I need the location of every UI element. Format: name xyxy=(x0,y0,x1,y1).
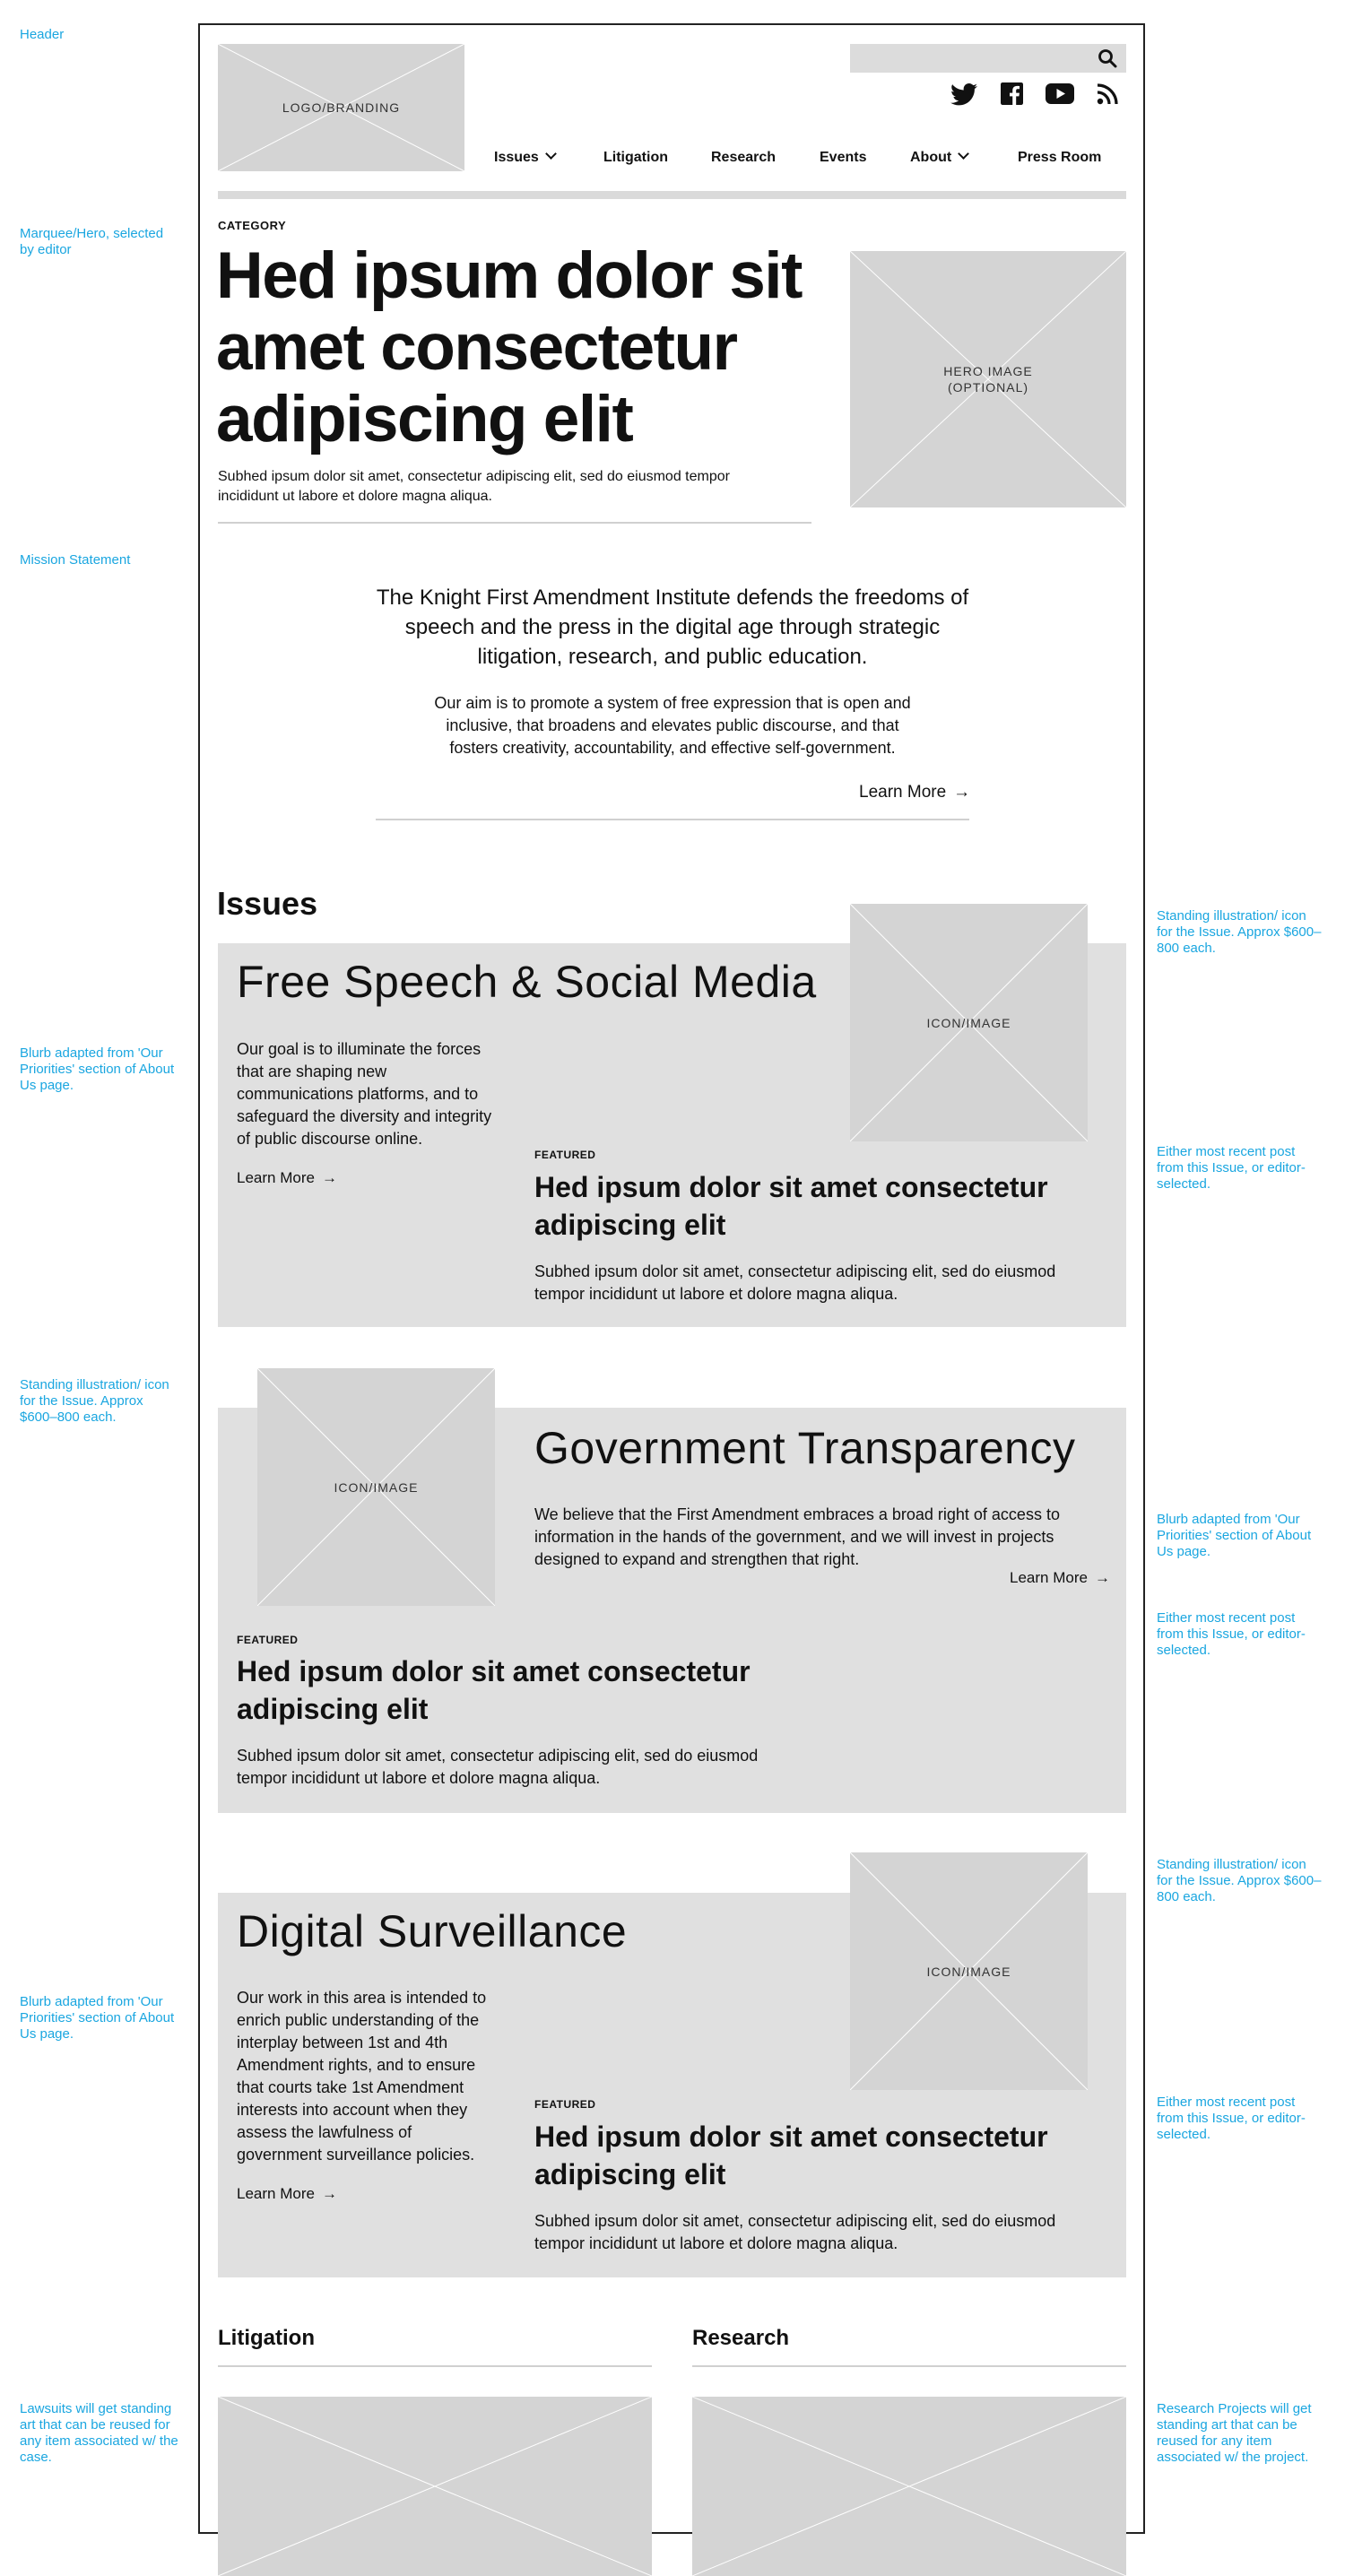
nav-issues-label: Issues xyxy=(494,150,539,165)
issue-icon-label: ICON/IMAGE xyxy=(926,1015,1011,1030)
featured-label: FEATURED xyxy=(534,1149,596,1161)
issue-title[interactable]: Free Speech & Social Media xyxy=(237,957,817,1007)
mission-body: Our aim is to promote a system of free expression that is open and inclusive, that broadens and elevates public discourse, and that fosters creativity, accountability, and effective self-government. xyxy=(434,694,911,757)
chevron-down-icon xyxy=(958,148,969,160)
mission-lead: The Knight First Amendment Institute defends the freedoms of speech and the press in the digital age through strategic litigation, research, and public education. xyxy=(376,585,969,669)
learn-more-label: Learn More xyxy=(1010,1569,1088,1586)
arrow-right-icon: → xyxy=(321,2185,337,2202)
issue-learn-more[interactable] xyxy=(237,2185,337,2203)
litigation-rule xyxy=(218,2365,652,2367)
search-input[interactable] xyxy=(850,44,1126,73)
nav-press-room-label: Press Room xyxy=(1018,150,1102,165)
nav-about[interactable] xyxy=(910,150,968,166)
issue-icon-image xyxy=(257,1368,495,1606)
nav-litigation-label: Litigation xyxy=(603,150,668,165)
nav-research-label: Research xyxy=(711,150,777,165)
rss-icon[interactable] xyxy=(1097,83,1118,105)
annotation-standing-1: Standing illustration/ icon for the Issue. Approx $600–800 each. xyxy=(1157,908,1322,956)
nav-issues[interactable] xyxy=(494,150,555,166)
arrow-right-icon: → xyxy=(1094,1569,1110,1586)
issue-blurb: Our work in this area is intended to enrich public understanding of the interplay between 1st and 4th Amendment rights, and to ensure that courts take 1st Amendment interests into account when they assess the lawfulness of government surveillance policies. xyxy=(237,1989,487,2164)
issue-blurb: We believe that the First Amendment embraces a broad right of access to information in the hands of the government, and we will invest in projects designed to expand and strengthen that right. xyxy=(534,1505,1060,1568)
issue-icon-label: ICON/IMAGE xyxy=(334,1479,419,1495)
youtube-icon[interactable] xyxy=(1046,83,1074,104)
annotation-marquee: Marquee/Hero, selected by editor xyxy=(20,226,164,257)
annotation-header: Header xyxy=(20,27,65,42)
annotation-blurb-1: Blurb adapted from 'Our Priorities' section of About Us page. xyxy=(20,1045,175,1093)
learn-more-label: Learn More xyxy=(237,1169,315,1186)
featured-subhed: Subhed ipsum dolor sit amet, consectetur adipiscing elit, sed do eiusmod tempor incididunt ut labore et dolore magna aliqua. xyxy=(237,1747,759,1787)
annotation-recent-2: Either most recent post from this Issue, or editor-selected. xyxy=(1157,1610,1306,1658)
twitter-icon[interactable] xyxy=(950,83,977,106)
annotation-blurb-3: Blurb adapted from 'Our Priorities' section of About Us page. xyxy=(20,1994,175,2042)
issue-learn-more[interactable] xyxy=(1010,1569,1110,1587)
featured-headline[interactable]: Hed ipsum dolor sit amet consectetur adipiscing elit xyxy=(534,2121,1048,2190)
annotation-mission: Mission Statement xyxy=(20,552,131,568)
search-icon[interactable] xyxy=(1098,48,1117,68)
featured-headline[interactable]: Hed ipsum dolor sit amet consectetur adipiscing elit xyxy=(534,1171,1048,1241)
logo-placeholder[interactable] xyxy=(218,44,464,171)
featured-headline[interactable]: Hed ipsum dolor sit amet consectetur adipiscing elit xyxy=(237,1655,751,1725)
annotation-recent-1: Either most recent post from this Issue, or editor-selected. xyxy=(1157,1144,1306,1192)
featured-label: FEATURED xyxy=(237,1634,299,1646)
issue-learn-more[interactable] xyxy=(237,1169,337,1187)
issue-title[interactable]: Digital Surveillance xyxy=(237,1906,628,1956)
hero-image[interactable] xyxy=(850,251,1126,507)
research-rule xyxy=(692,2365,1126,2367)
research-heading[interactable]: Research xyxy=(692,2326,790,2350)
learn-more-label: Learn More xyxy=(237,2185,315,2202)
nav-research[interactable] xyxy=(711,150,776,166)
hero-rule xyxy=(218,522,811,524)
mission-learn-more[interactable] xyxy=(859,783,970,802)
issues-heading: Issues xyxy=(217,885,318,922)
arrow-right-icon: → xyxy=(321,1169,337,1186)
chevron-down-icon xyxy=(545,148,557,160)
mission-rule xyxy=(376,819,969,820)
issue-icon-image xyxy=(850,904,1088,1141)
issue-icon-image xyxy=(850,1852,1088,2090)
litigation-image[interactable] xyxy=(218,2397,652,2576)
featured-subhed: Subhed ipsum dolor sit amet, consectetur adipiscing elit, sed do eiusmod tempor incididunt ut labore et dolore magna aliqua. xyxy=(534,2212,1056,2252)
nav-litigation[interactable] xyxy=(603,150,668,166)
hero-category: CATEGORY xyxy=(218,219,287,232)
nav-about-label: About xyxy=(910,150,952,165)
featured-subhed: Subhed ipsum dolor sit amet, consectetur adipiscing elit, sed do eiusmod tempor incididunt ut labore et dolore magna aliqua. xyxy=(534,1262,1056,1303)
research-image[interactable] xyxy=(692,2397,1126,2576)
facebook-icon[interactable] xyxy=(1001,82,1023,105)
annotation-blurb-2: Blurb adapted from 'Our Priorities' section of About Us page. xyxy=(1157,1512,1312,1559)
issue-blurb: Our goal is to illuminate the forces that are shaping new communications platforms, and to safeguard the diversity and integrity of public discourse online. xyxy=(237,1040,492,1148)
arrow-right-icon: → xyxy=(953,783,971,802)
nav-events-label: Events xyxy=(820,150,867,165)
issue-title[interactable]: Government Transparency xyxy=(534,1423,1076,1473)
hero-image-label: HERO IMAGE (OPTIONAL) xyxy=(943,364,1033,395)
mission-learn-more-label: Learn More xyxy=(859,783,947,802)
annotation-research: Research Projects will get standing art that can be reused for any item associated w/ the project. xyxy=(1157,2401,1312,2465)
header-divider xyxy=(218,191,1126,199)
annotation-lawsuits: Lawsuits will get standing art that can be reused for any item associated w/ the case. xyxy=(20,2401,178,2465)
litigation-heading[interactable]: Litigation xyxy=(218,2326,315,2350)
annotation-recent-3: Either most recent post from this Issue, or editor-selected. xyxy=(1157,2095,1306,2142)
annotation-standing-3: Standing illustration/ icon for the Issue. Approx $600–800 each. xyxy=(1157,1857,1322,1904)
featured-label: FEATURED xyxy=(534,2098,596,2111)
nav-press-room[interactable] xyxy=(1018,150,1101,166)
hero-subhed: Subhed ipsum dolor sit amet, consectetur adipiscing elit, sed do eiusmod tempor incididunt ut labore et dolore magna aliqua. xyxy=(218,469,730,504)
hero-headline[interactable]: Hed ipsum dolor sit amet consectetur adipiscing elit xyxy=(216,239,802,455)
issue-icon-label: ICON/IMAGE xyxy=(926,1964,1011,1979)
annotation-standing-2: Standing illustration/ icon for the Issue. Approx $600–800 each. xyxy=(20,1377,169,1425)
nav-events[interactable] xyxy=(820,150,866,166)
logo-label: LOGO/BRANDING xyxy=(282,100,401,115)
